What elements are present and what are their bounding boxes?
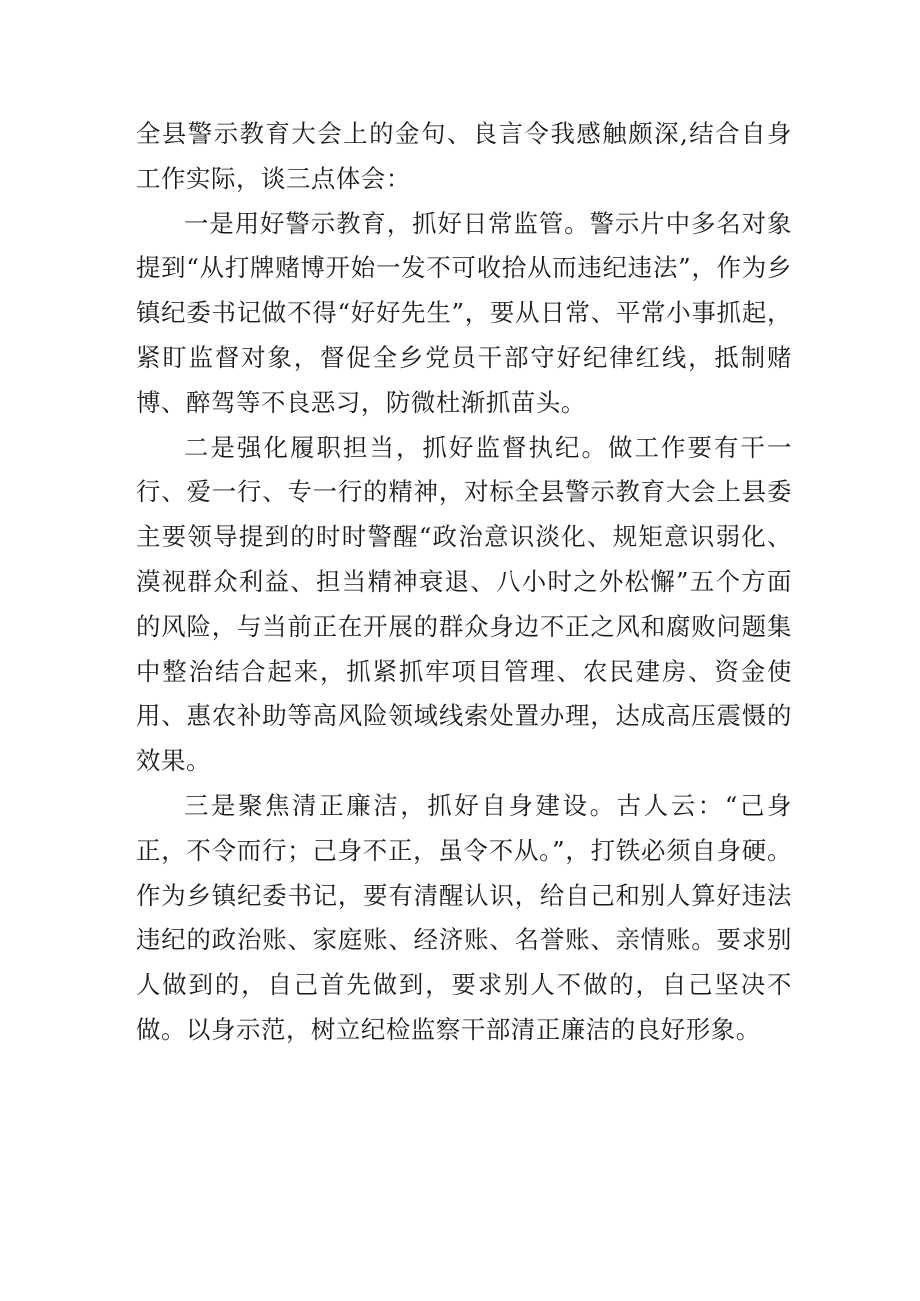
paragraph-point-one: 一是用好警示教育，抓好日常监管。警示片中多名对象提到“从打牌赌博开始一发不可收拾从而违纪违法”，作为乡镇纪委书记做不得“好好先生”，要从日常、平常小事抓起，紧盯监督对象，督促全乡党员干部守好纪律红线，抵制赌博、醉驾等不良恶习，防微杜渐抓苗头。 [136,208,792,417]
document-body [136,112,792,1053]
paragraph-point-two: 二是强化履职担当，抓好监督执纪。做工作要有干一行、爱一行、专一行的精神，对标全县警示教育大会上县委主要领导提到的时时警醒“政治意识淡化、规矩意识弱化、漠视群众利益、担当精神衰退、八小时之外松懈”五个方面的风险，与当前正在开展的群众身边不正之风和腐败问题集中整治结合起来，抓紧抓牢项目管理、农民建房、资金使用、惠农补助等高风险领域线索处置办理，达成高压震慑的效果。 [136,432,792,776]
paragraph-point-three: 三是聚焦清正廉洁，抓好自身建设。古人云：“己身正，不令而行；己身不正，虽令不从。”，打铁必须自身硬。作为乡镇纪委书记，要有清醒认识，给自己和别人算好违法违纪的政治账、家庭账、经济账、名誉账、亲情账。要求别人做到的，自己首先做到，要求别人不做的，自己坚决不做。以身示范，树立纪检监察干部清正廉洁的良好形象。 [136,790,792,1044]
paragraph-intro: 全县警示教育大会上的金句、良言令我感触颇深,结合自身工作实际，谈三点体会： [136,119,792,193]
